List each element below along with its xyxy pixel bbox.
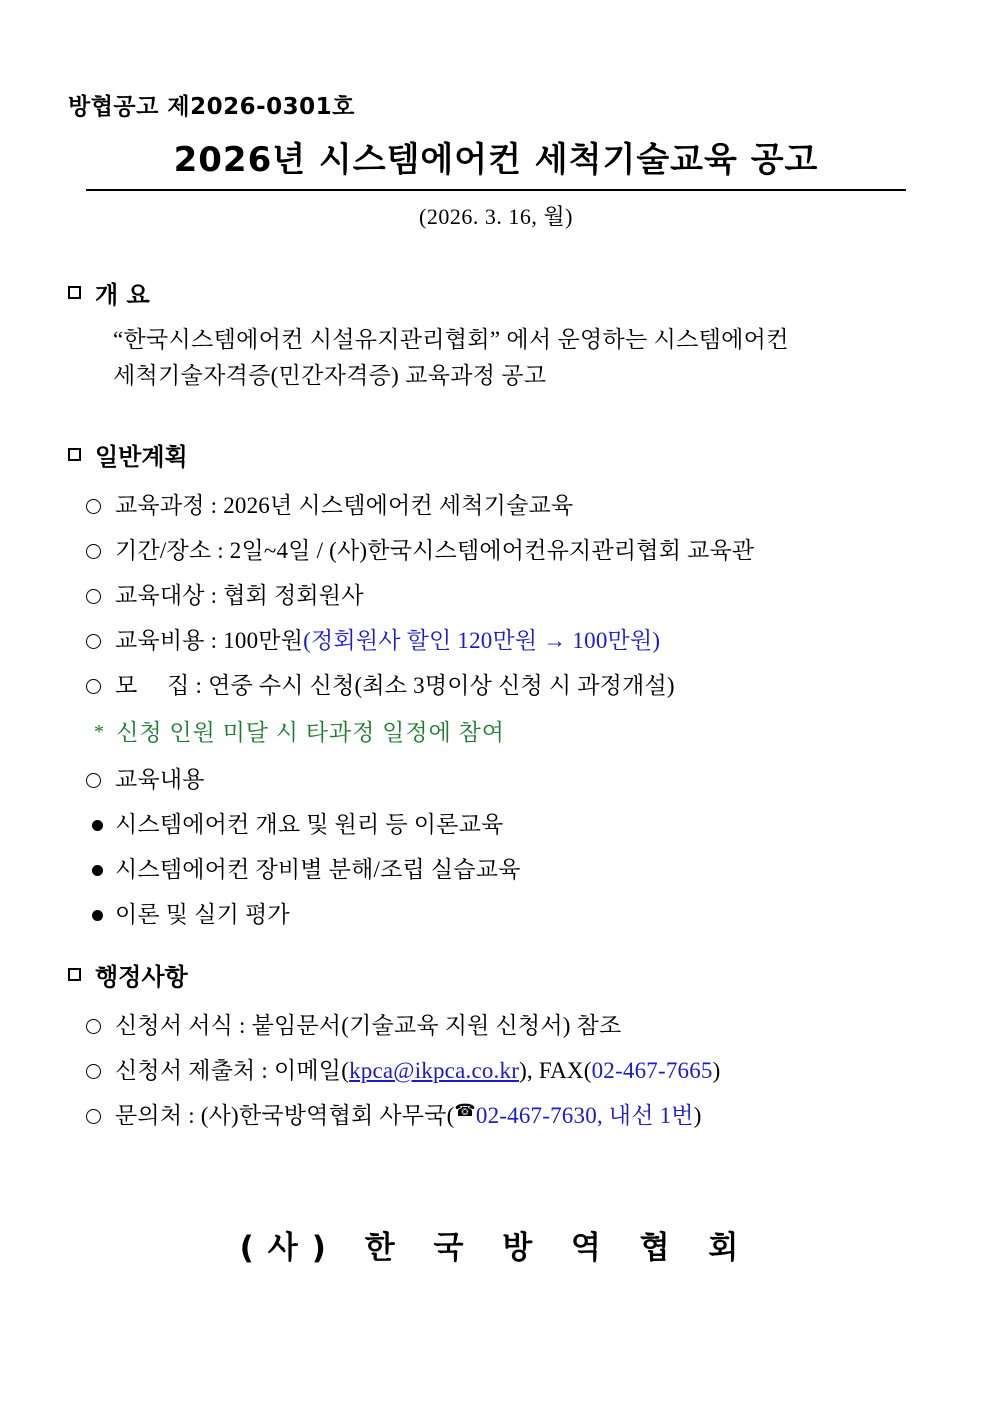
content-heading-label: 교육내용 [115, 767, 205, 793]
item-value-mid: ), FAX( [519, 1058, 592, 1084]
document-number: 방협공고 제2026-0301호 [68, 94, 355, 120]
list-item: 신청서 서식 : 붙임문서(기술교육 지원 신청서) 참조 [86, 1010, 992, 1041]
section-general-plan-heading [68, 437, 992, 472]
list-item: 교육비용 : 100만원 (정회원사 할인 120만원 → 100만원) [86, 625, 992, 656]
telephone-icon: ☎ [454, 1101, 476, 1122]
item-label: 기간/장소 [115, 538, 212, 564]
circle-bullet-icon [86, 634, 101, 649]
section-administration-heading-label: 행정사항 [95, 963, 188, 991]
filled-dot-icon [92, 910, 103, 921]
note-line [94, 717, 992, 748]
item-value: 연중 수시 신청(최소 3명이상 신청 시 과정개설) [208, 673, 675, 699]
item-label: 교육대상 [115, 583, 205, 609]
document-title-wrap [86, 132, 906, 191]
content-item-text: 시스템에어컨 개요 및 원리 등 이론교육 [115, 812, 504, 838]
list-item: 모 집 : 연중 수시 신청(최소 3명이상 신청 시 과정개설) [86, 670, 992, 701]
list-item: 신청서 제출처 : 이메일( kpca@ikpca.co.kr ), FAX( 02-467-7665 ) [86, 1055, 992, 1086]
item-value-prefix: (사)한국방역협회 사무국( [200, 1103, 455, 1129]
item-value: 100만원 [223, 628, 304, 654]
circle-bullet-icon [86, 544, 101, 559]
item-label: 신청서 제출처 [115, 1058, 256, 1084]
item-value: 붙임문서(기술교육 지원 신청서) 참조 [251, 1013, 622, 1038]
item-label: 교육비용 [115, 628, 205, 654]
square-bullet-icon [68, 286, 81, 299]
circle-bullet-icon [86, 1109, 101, 1124]
administration-list [0, 1010, 992, 1131]
item-label: 신청서 서식 [115, 1013, 234, 1038]
general-plan-list [0, 490, 992, 930]
item-value: 협회 정회원사 [223, 583, 364, 609]
fax-number: 02-467-7665 [591, 1058, 713, 1084]
list-item: 기간/장소 : 2일~4일 / (사)한국시스템에어컨유지관리협회 교육관 [86, 535, 992, 566]
section-overview-heading [68, 275, 992, 310]
asterisk-icon: * [94, 721, 105, 744]
item-value: 2일~4일 / (사)한국시스템에어컨유지관리협회 교육관 [229, 538, 755, 564]
item-label: 문의처 [115, 1103, 183, 1129]
overview-line-2: 세척기술자격증(민간자격증) 교육과정 공고 [113, 362, 547, 388]
overview-line-1: “한국시스템에어컨 시설유지관리협회” 에서 운영하는 시스템에어컨 [113, 327, 789, 352]
section-general-plan [0, 437, 992, 930]
list-item: 문의처 : (사)한국방역협회 사무국( ☎ 02-467-7630, 내선 1번 ) [86, 1100, 992, 1131]
square-bullet-icon [68, 968, 81, 981]
page-title: 2026년 시스템에어컨 세척기술교육 공고 [173, 140, 819, 180]
phone-number: 02-467-7630, 내선 1번 [475, 1103, 694, 1129]
filled-dot-icon [92, 865, 103, 876]
circle-bullet-icon [86, 1019, 101, 1034]
list-item [92, 899, 992, 930]
list-item [92, 809, 992, 840]
circle-bullet-icon [86, 1064, 101, 1079]
list-item: 교육대상 : 협회 정회원사 [86, 580, 992, 611]
note-text: 신청 인원 미달 시 타과정 일정에 참여 [116, 720, 505, 746]
section-general-plan-heading-label: 일반계획 [95, 443, 188, 471]
filled-dot-icon [92, 820, 103, 831]
section-administration-heading [68, 957, 992, 992]
list-item [92, 854, 992, 885]
circle-bullet-icon [86, 679, 101, 694]
list-item: 교육과정 : 2026년 시스템에어컨 세척기술교육 [86, 490, 992, 521]
document-date: (2026. 3. 16, 월) [419, 204, 573, 229]
section-overview-body [113, 322, 992, 393]
item-value-prefix: 이메일( [273, 1058, 350, 1084]
footer-organization: (사) 한 국 방 역 협 회 [239, 1230, 753, 1266]
item-value-suffix: ) [712, 1058, 721, 1084]
content-item-text: 시스템에어컨 장비별 분해/조립 실습교육 [115, 857, 521, 883]
item-value: 2026년 시스템에어컨 세척기술교육 [223, 493, 574, 518]
item-label: 교육과정 [115, 493, 205, 518]
square-bullet-icon [68, 448, 81, 461]
section-overview-heading-label: 개 요 [95, 281, 150, 309]
email-link[interactable]: kpca@ikpca.co.kr [349, 1058, 520, 1084]
circle-bullet-icon [86, 773, 101, 788]
circle-bullet-icon [86, 589, 101, 604]
circle-bullet-icon [86, 499, 101, 514]
item-value-highlight: (정회원사 할인 120만원 → 100만원) [303, 628, 661, 654]
section-overview [0, 275, 992, 393]
item-label: 모 집 [115, 673, 190, 699]
content-item-text: 이론 및 실기 평가 [115, 902, 290, 928]
section-administration [0, 957, 992, 1131]
item-value-suffix: ) [693, 1103, 702, 1129]
list-item [86, 764, 992, 795]
